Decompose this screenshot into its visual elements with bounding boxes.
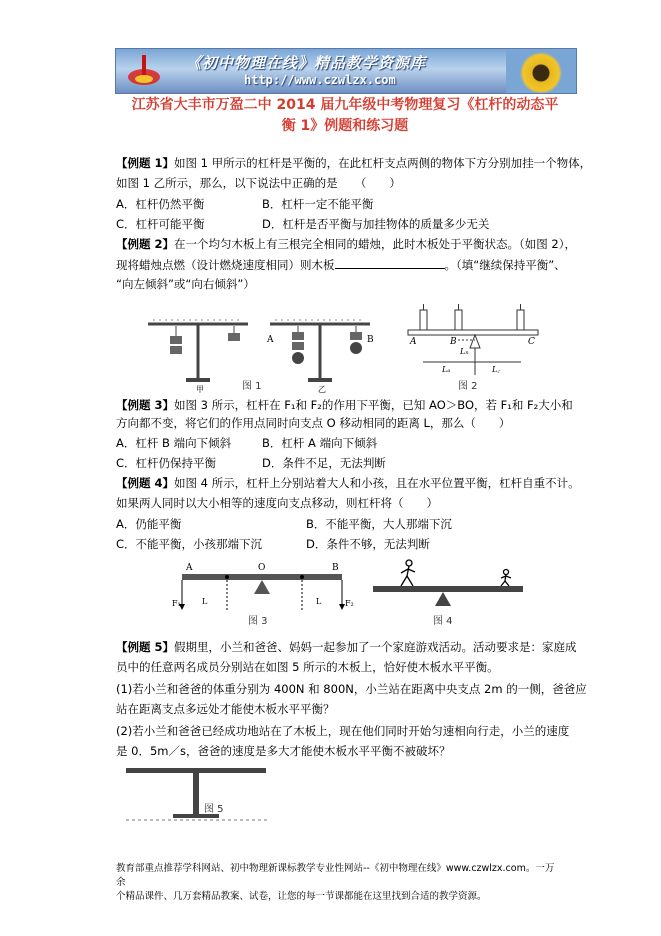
sunflower-image [506,49,576,93]
ex2-text3: “向左倾斜”或“向右倾斜”） [116,277,255,291]
fig3-label-a: A [186,563,193,573]
ex3-option-a: A．杠杆 B 端向下倾斜 [116,436,232,450]
fig2-label-lc: L꜀ [492,365,501,374]
fig2-label-la: Lₐ [442,365,451,374]
ex3-option-b: B．杠杆 A 端向下倾斜 [262,436,378,450]
ex5-text1: 假期里，小兰和爸爸、妈妈一起参加了一个家庭游戏活动。活动要求是：家庭成 [174,640,577,654]
ex2-text2a: 现将蜡烛点燃（设计燃烧速度相同）则木板 [116,258,335,272]
ex4-option-c: C．不能平衡，小孩那端下沉 [116,537,263,551]
ex2-text2b: 。（填“继续保持平衡”、 [444,258,566,272]
ex3-option-d: D．条件不足，无法判断 [262,456,386,470]
ex5-text2: 员中的任意两名成员分别站在如图 5 所示的木板上，恰好使木板水平平衡。 [116,660,499,674]
banner-url[interactable]: http://www.czwlzx.com [244,73,396,87]
fig3-l-left: L [202,597,208,606]
ex4-line1 [116,476,580,491]
fig3-l-right: L [316,597,322,606]
fig1-label-b: B [367,335,374,345]
ex5-q1b: 站在距离支点多远处才能使木板水平平衡？ [116,702,335,716]
figure-5 [118,762,278,824]
ex1-text1: 如图 1 甲所示的杠杆是平衡的，在此杠杆支点两侧的物体下方分别加挂一个物体， [174,156,592,170]
figure-2 [400,300,545,380]
fig3-caption: 图 3 [248,616,268,627]
ex2-tag: 【例题 2】 [116,237,175,251]
fig3-f2: F₂ [345,599,354,608]
ex3-option-c: C．杠杆仍保持平衡 [116,456,217,470]
figure-4 [365,556,525,616]
ex4-text2: 如果两人同时以大小相等的速度向支点移动，则杠杆将（ ） [116,496,438,510]
footer [116,862,556,904]
fig2-label-c: C [528,337,535,347]
ex2-line1 [116,237,576,252]
lever-jia [148,320,248,382]
footer-line1: 教育部重点推荐学科网站、初中物理新课标教学专业性网站--《初中物理在线》www.czwlzx.com。一万余 [116,863,555,888]
candle-b [455,310,462,330]
ex4-option-a: A．仍能平衡 [116,517,182,531]
lever-yi [270,320,370,382]
ex5-tag: 【例题 5】 [116,640,175,654]
ex1-line1 [116,156,591,171]
ex1-option-d: D．杠杆是否平衡与加挂物体的质量多少无关 [262,217,490,231]
ex4-option-b: B．不能平衡，大人那端下沉 [306,517,452,531]
fulcrum-icon [254,580,270,594]
fig2-caption: 图 2 [458,381,478,392]
answer-blank[interactable] [335,257,445,269]
ex3-text2: 方向都不变，将它们的作用点同时向支点 O 移动相同的距离 L，那么（ ） [116,416,511,430]
fig4-caption: 图 4 [433,616,453,627]
fig5-caption: 图 5 [204,804,224,815]
child-icon [501,570,511,587]
page-title-line2: 衡 1》例题和练习题 [281,118,409,134]
ex1-option-a: A．杠杆仍然平衡 [116,197,205,211]
ex3-line1 [116,398,573,413]
ex4-option-d: D．条件不够，无法判断 [306,537,430,551]
ex5-line1 [116,640,577,655]
banner [115,48,577,94]
ex1-text2: 如图 1 乙所示，那么，以下说法中正确的是 （ ） [116,176,401,190]
ex1-option-c: C．杠杆可能平衡 [116,217,205,231]
fig1-label-a: A [267,335,274,345]
fig1-sub-jia: 甲 [196,385,204,394]
ex2-text1: 在一个均匀木板上有三根完全相同的蜡烛，此时木板处于平衡状态。（如图 2）， [174,237,576,251]
footer-line2: 个精品课件、几万套精品教案、试卷，让您的每一节课都能在这里找到合适的教学资源。 [116,891,487,902]
ex2-line2 [116,257,566,273]
fig1-caption: 图 1 [242,381,262,392]
ex5-q1a: (1)若小兰和爸爸的体重分别为 400N 和 800N，小兰站在距离中央支点 2m 的一侧，爸爸应 [116,682,587,696]
page-title-line1: 江苏省大丰市万盈二中 2014 届九年级中考物理复习《杠杆的动态平 [131,97,559,113]
ex3-tag: 【例题 3】 [116,398,175,412]
banner-title: 《初中物理在线》精品教学资源库 [186,54,427,72]
ex4-text1: 如图 4 所示，杠杆上分别站着大人和小孩，且在水平位置平衡，杠杆自重不计。 [174,476,580,490]
logo-icon [124,53,164,89]
ex5-q2a: (2)若小兰和爸爸已经成功地站在了木板上，现在他们同时开始匀速相向行走，小兰的速度 [116,724,570,738]
fig3-label-b: B [332,563,339,573]
fig2-label-l: Lₙ [460,347,469,356]
fig2-label-a: A [410,337,417,347]
ex1-option-b: B．杠杆一定不能平衡 [262,197,374,211]
fig1-sub-yi: 乙 [318,385,326,394]
candle-a [420,310,427,330]
fulcrum-icon [435,592,451,606]
ex5-q2b: 是 0．5m／s，爸爸的速度是多大才能使木板水平平衡不被破坏？ [116,744,451,758]
fig3-f1: F₁ [172,599,181,608]
candle-c [517,310,524,330]
ex3-text1: 如图 3 所示，杠杆在 F₁和 F₂的作用下平衡，已知 AO＞BO，若 F₁和 F₂大小和 [174,398,573,412]
ex4-tag: 【例题 4】 [116,476,175,490]
ex1-tag: 【例题 1】 [116,156,175,170]
adult-icon [401,560,415,586]
fig2-label-b: B [450,337,457,347]
fig3-label-o: O [258,563,266,573]
